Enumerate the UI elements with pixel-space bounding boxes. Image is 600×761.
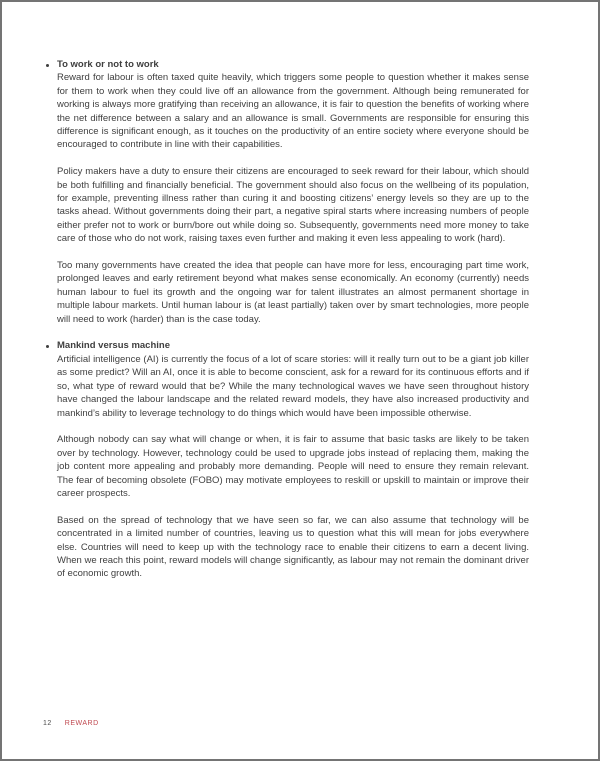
page-content xyxy=(57,58,529,594)
chapter-label: REWARD xyxy=(64,720,99,727)
section-heading xyxy=(57,58,529,71)
bullet-icon xyxy=(46,64,49,67)
paragraph: Although nobody can say what will change or when, it is fair to assume that basic tasks are likely to be taken over by technology. However, technology could be used to upgrade jobs instead of replacing them, making the job content more appealing and probably more demanding. People will need to ensure they remain relevant. The fear of becoming obsolete (FOBO) may motivate employees to reskill or upskill to maintain or improve their career prospects. xyxy=(57,434,529,499)
page-number: 12 xyxy=(43,720,52,727)
section-heading xyxy=(57,339,529,352)
paragraph: Too many governments have created the idea that people can have more for less, encouraging part time work, prolonged leaves and early retirement beyond what makes sense economically. An economy (currently) needs human labour to fuel its growth and the ongoing war for talent illustrates an almost permanent shortage in multiple labour markets. Until human labour is (at least partially) taken over by smart technologies, more people will need to work (harder) than is the case today. xyxy=(57,260,529,325)
paragraph: Reward for labour is often taxed quite heavily, which triggers some people to question whether it makes sense for them to work when they could live off an allowance from the government. Although being remunerated for working is always more gratifying than receiving an allowance, it is fair to question the benefits of working where the net difference between a salary and an allowance is small. Governments are responsible for ensuring this difference is significant enough, as it touches on the productivity of an entire society where everyone should be encouraged to contribute in line with their capabilities. xyxy=(57,72,529,151)
paragraph: Policy makers have a duty to ensure their citizens are encouraged to seek reward for their labour, which should be both fulfilling and financially beneficial. The government should also focus on the wellbeing of its population, for example, preventing illness rather than curing it and boosting citizens’ energy levels so they are up to the tasks ahead. Without governments doing their part, a negative spiral starts where increasing numbers of people either prefer not to work or burn/bore out while doing so. Subsequently, governments need more money to take care of those who do not work, raising taxes even further and making it even less appealing to work (hard). xyxy=(57,166,529,245)
section-to-work-or-not-to-work xyxy=(57,58,529,326)
section-heading-text: To work or not to work xyxy=(57,59,159,70)
paragraph: Based on the spread of technology that we have seen so far, we can also assume that technology will be concentrated in a limited number of countries, leaving us to question what this will mean for jobs everywhere else. Countries will need to keep up with the technology race to enable their citizens to earn a decent living. When we reach this point, reward models will change significantly, as labour may not remain the dominant driver of economic growth. xyxy=(57,514,529,580)
paragraph: Artificial intelligence (AI) is currently the focus of a lot of scare stories: will it really turn out to be a giant job killer as some predict? Will an AI, once it is able to become conscient, ask for a reward for its continuous efforts and if so, what type of reward would that be? While the many technological waves we have seen throughout history have changed the labour landscape and the related reward models, they have also increased productivity and mankind’s ability to leverage technology to do things which would have been impossible otherwise. xyxy=(57,353,529,419)
section-heading-text: Mankind versus machine xyxy=(57,340,170,352)
page-footer xyxy=(43,719,99,728)
bullet-icon xyxy=(46,345,49,348)
section-mankind-versus-machine xyxy=(57,339,529,580)
